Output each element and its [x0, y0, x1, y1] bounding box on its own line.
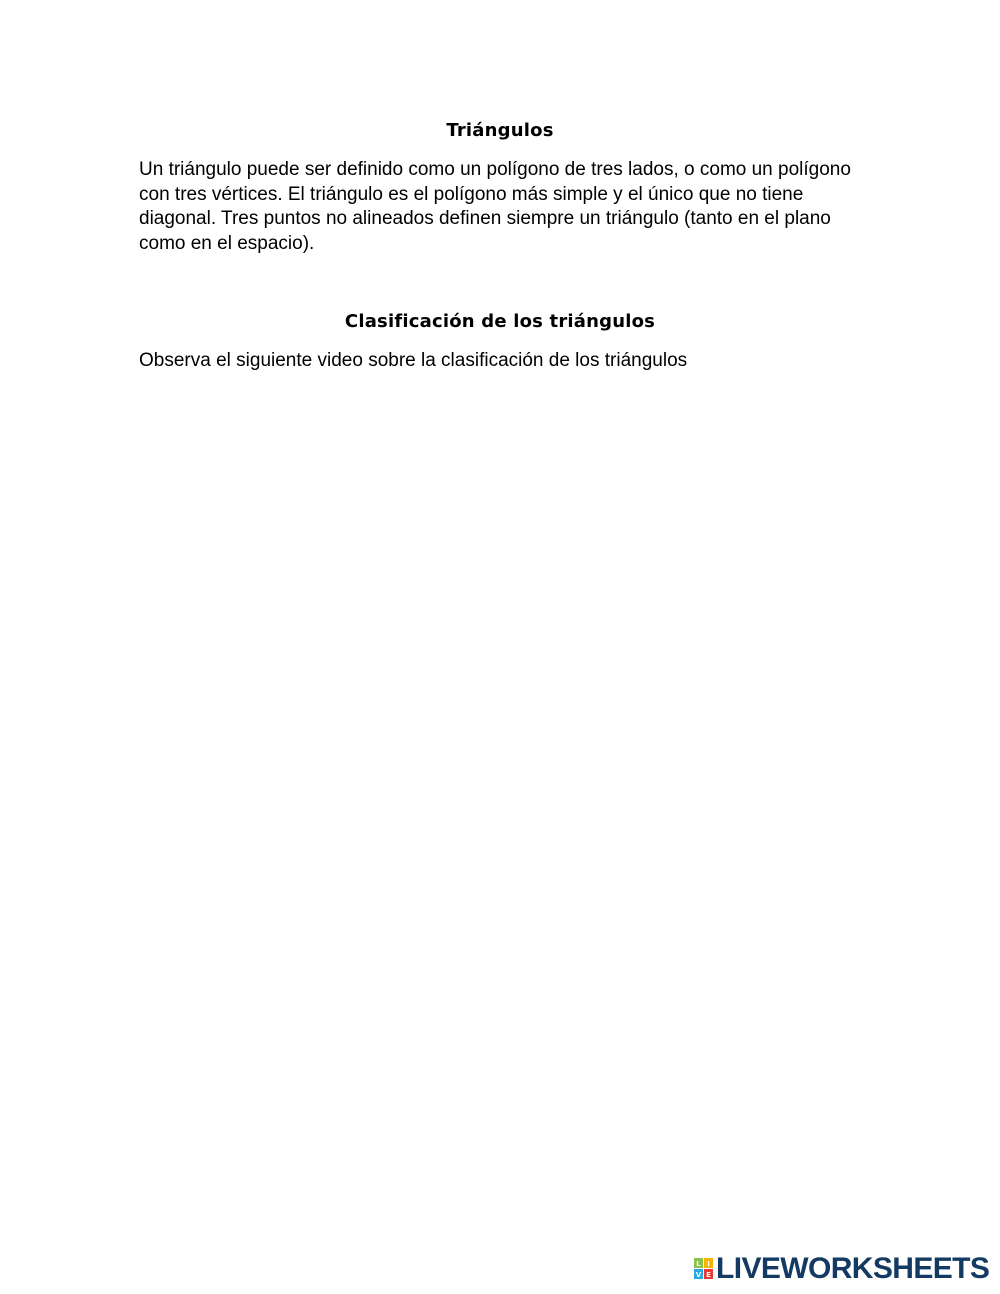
liveworksheets-logo-icon	[694, 1258, 714, 1280]
svg-text:I: I	[707, 1260, 710, 1268]
svg-text:V: V	[695, 1271, 702, 1279]
svg-text:E: E	[706, 1271, 711, 1279]
svg-text:L: L	[696, 1260, 701, 1268]
intro-paragraph: Un triángulo puede ser definido como un polígono de tres lados, o como un polígono con tres vértices. El triángulo es el polígono más simple y el único que no tiene diagonal. Tres puntos no alineados definen siempre un triángulo (tanto en el plano como en el espacio).	[139, 159, 851, 254]
section-paragraph: Observa el siguiente video sobre la clasificación de los triángulos	[139, 350, 688, 371]
page-title: Triángulos	[446, 120, 554, 141]
section-title: Clasificación de los triángulos	[344, 311, 656, 332]
liveworksheets-logo-text: LIVEWORKSHEETS	[716, 1252, 990, 1285]
liveworksheets-logo	[694, 1254, 989, 1284]
